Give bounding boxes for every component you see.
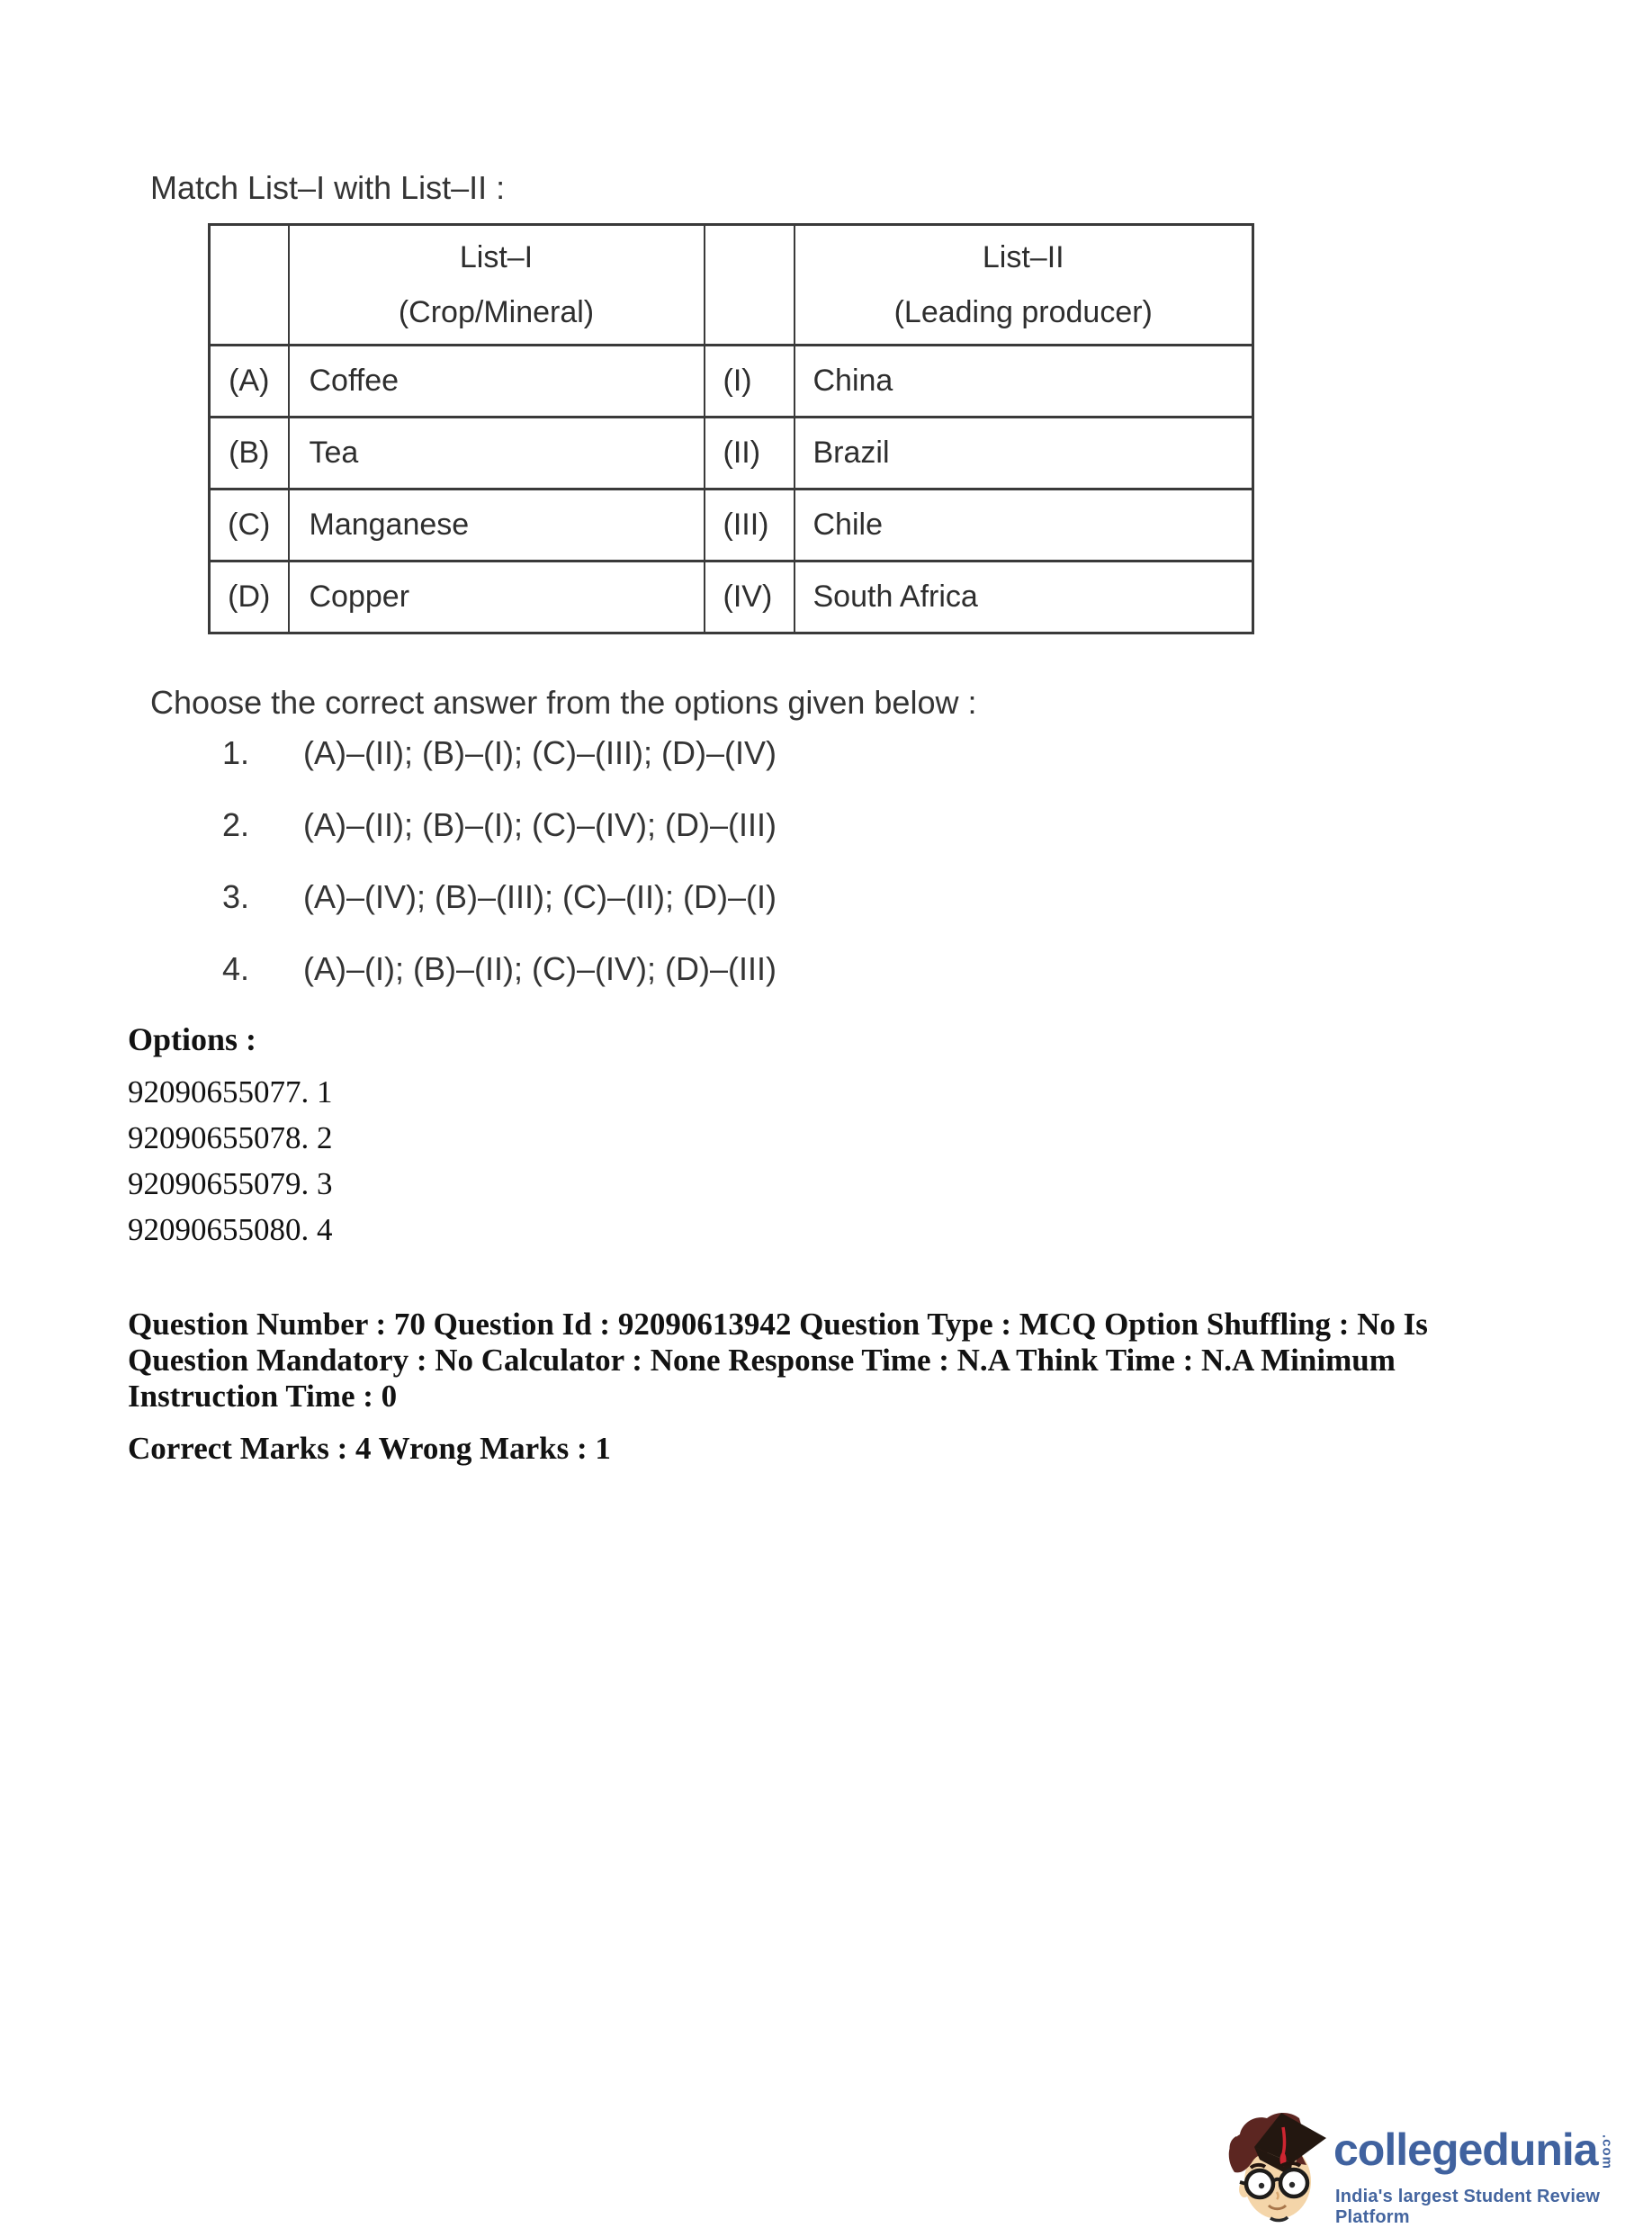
table-row (210, 418, 1253, 490)
brand-tagline: India's largest Student Review Platform (1335, 2187, 1601, 2227)
list1-header-cell (289, 225, 705, 346)
answer-option-number: 2. (222, 806, 250, 843)
brand-row (1333, 2125, 1614, 2175)
list2-subtitle: (Leading producer) (893, 294, 1153, 329)
collegedunia-mascot-icon (1224, 2100, 1337, 2228)
list1-title: List–I (459, 239, 534, 274)
answer-option-1 (222, 734, 777, 806)
question-heading: Match List–I with List–II : (150, 169, 506, 206)
row-key: (C) (210, 490, 289, 561)
marks-line: Correct Marks : 4 Wrong Marks : 1 (128, 1431, 611, 1466)
answer-option-text: (A)–(II); (B)–(I); (C)–(IV); (D)–(III) (303, 806, 777, 843)
table-header-row (210, 225, 1253, 346)
list1-subtitle: (Crop/Mineral) (398, 294, 595, 329)
row-key: (B) (210, 418, 289, 490)
answer-option-4 (222, 950, 777, 1022)
row-num: (IV) (705, 561, 795, 633)
row-item: Manganese (289, 490, 705, 561)
option-id-line: 92090655079. 3 (128, 1166, 333, 1201)
row-item: Coffee (289, 346, 705, 418)
row-producer: Chile (795, 490, 1253, 561)
row-producer: China (795, 346, 1253, 418)
options-label: Options : (128, 1021, 257, 1057)
answer-option-3 (222, 878, 777, 950)
choose-prompt: Choose the correct answer from the options given below : (150, 684, 977, 721)
header-empty-cell-mid (705, 225, 795, 346)
row-key: (A) (210, 346, 289, 418)
row-num: (III) (705, 490, 795, 561)
option-id-line: 92090655080. 4 (128, 1212, 333, 1247)
row-item: Copper (289, 561, 705, 633)
answer-option-number: 4. (222, 950, 250, 987)
question-metadata (128, 1307, 1428, 1415)
table-row (210, 561, 1253, 633)
collegedunia-logo (1224, 2100, 1643, 2228)
metadata-line: Instruction Time : 0 (128, 1379, 398, 1414)
answer-options-list (222, 734, 777, 1022)
metadata-line: Question Number : 70 Question Id : 92090613942 Question Type : MCQ Option Shuffling : No Is (128, 1307, 1428, 1342)
answer-option-number: 1. (222, 734, 250, 771)
row-num: (II) (705, 418, 795, 490)
option-ids-list (128, 1069, 333, 1253)
brand-wordmark: collegedunia (1333, 2125, 1598, 2175)
list2-header-cell (795, 225, 1253, 346)
metadata-line: Question Mandatory : No Calculator : None Response Time : N.A Think Time : N.A Minimum (128, 1343, 1396, 1378)
row-num: (I) (705, 346, 795, 418)
match-table (208, 223, 1254, 634)
row-key: (D) (210, 561, 289, 633)
answer-option-text: (A)–(II); (B)–(I); (C)–(III); (D)–(IV) (303, 734, 777, 771)
answer-option-number: 3. (222, 878, 250, 915)
row-item: Tea (289, 418, 705, 490)
brand-domain-suffix: .com (1599, 2134, 1615, 2170)
answer-option-2 (222, 806, 777, 878)
header-empty-cell-left (210, 225, 289, 346)
row-producer: Brazil (795, 418, 1253, 490)
list2-title: List–II (982, 239, 1064, 274)
option-id-line: 92090655077. 1 (128, 1074, 333, 1110)
option-id-line: 92090655078. 2 (128, 1120, 333, 1155)
table-row (210, 346, 1253, 418)
answer-option-text: (A)–(IV); (B)–(III); (C)–(II); (D)–(I) (303, 878, 777, 915)
answer-option-text: (A)–(I); (B)–(II); (C)–(IV); (D)–(III) (303, 950, 777, 987)
row-producer: South Africa (795, 561, 1253, 633)
table-row (210, 490, 1253, 561)
